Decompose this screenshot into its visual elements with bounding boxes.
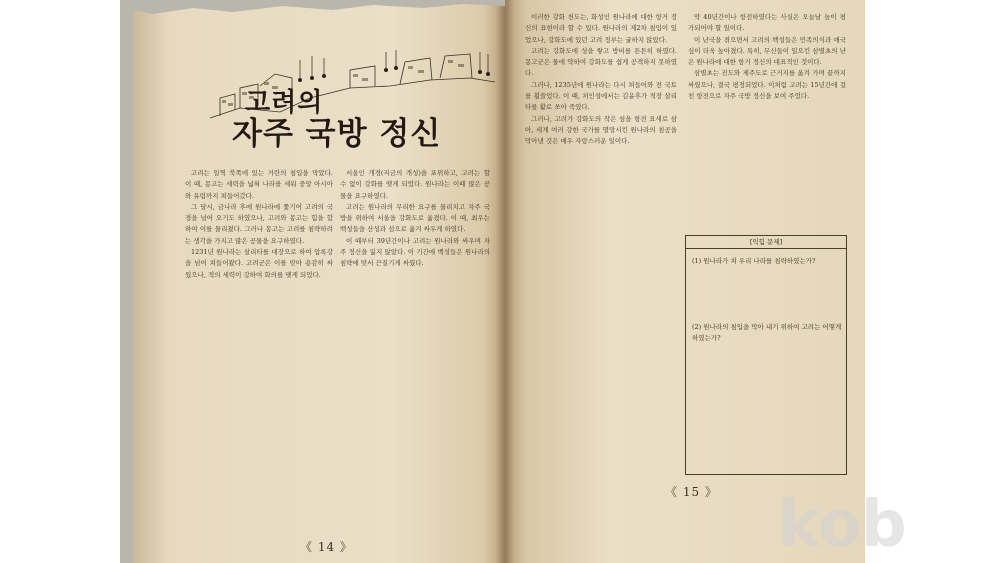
exercise-box <box>685 235 847 475</box>
watermark-logo: kob <box>778 488 906 562</box>
background-left <box>0 0 110 563</box>
right-page-number: 《 15 》 <box>665 485 718 499</box>
left-col2-paragraph: 서울인 개경(지금의 개성)을 포위하고, 고려는 할 수 없이 강화를 맺게 되었다. 원나라는 이때 많은 공물을 요구하였다. <box>340 169 490 200</box>
right-column-1 <box>525 12 677 482</box>
right-col1-paragraph: 고려는 강화도에 성을 쌓고 방비를 튼튼히 하였다. 몽고군은 물에 약하여 강화도를 쉽게 공격하지 못하였다. <box>525 46 677 78</box>
right-col2-paragraph: 약 40년간이나 항전하였다는 사실은 오늘날 높이 평가되어야 할 일이다. <box>688 13 846 33</box>
right-col1-paragraph: 그러나, 고려가 강화도의 작은 섬을 항전 요새로 삼아, 세계 여러 강한 국가를 멸망시킨 원나라의 침공을 막아낸 것은 매우 자랑스러운 일이다. <box>525 114 677 146</box>
left-col1-paragraph: 1231년 원나라는 살리타를 대장으로 하여 압록강을 넘어 쳐들어왔다. 고려군은 이를 맞아 용감히 싸웠으나, 적의 세력이 강하여 화의를 맺게 되었다. <box>185 248 333 279</box>
left-column-1 <box>185 168 333 493</box>
right-col1-paragraph: 이러한 강화 천도는, 화성인 원나라에 대한 항거 정신의 표현이라 할 수 있다. 원나라의 제2차 침입이 있었으나, 강화도에 있던 고려 정부는 굴하지 않았다. <box>525 13 677 44</box>
right-column-2 <box>688 12 846 224</box>
exercise-box-title: [익힘 문제] <box>686 236 846 249</box>
right-col1-paragraph: 그러나, 1235년에 원나라는 다시 쳐들어와 전 국토를 휩쓸었다. 이 때, 처인성에서는 김윤후가 적장 살리타를 활로 쏘아 죽였다. <box>525 80 677 112</box>
chapter-title-line2: 자주 국방 정신 <box>232 116 442 152</box>
left-col2-paragraph: 이 때부터 39년간이나 고려는 원나라와 싸우며 자주 정신을 잃지 않았다. 이 기간에 백성들은 원나라의 침략에 맞서 끈질기게 싸웠다. <box>340 236 490 268</box>
exercise-question-1: (1) 원나라가 쳐 우리 나라를 침략하였는가? <box>692 257 816 265</box>
chapter-title-line1: 고려의 <box>245 88 324 118</box>
exercise-question-2: (2) 원나라의 침입을 막아 내기 위하여 고려는 어떻게 하였는가? <box>692 323 842 342</box>
left-col1-paragraph: 고려는 일찍 북쪽에 있는 거란의 침입을 막았다. 이 때, 몽고는 세력을 넓혀 나라를 세워 중앙 아시아와 유럽까지 쳐들어갔다. <box>185 169 333 200</box>
left-col1-paragraph: 그 당시, 금나라 후에 원나라에 쫓기어 고려의 국경을 넘어 오기도 하였으나, 고려와 몽고는 힘을 합하여 이를 물리쳤다. 그러나 몽고는 고려를 침략하려는 생각을 가지고 많은 공물을 요구하였다. <box>185 202 333 245</box>
right-col2-paragraph: 삼별초는 진도와 제주도로 근거지를 옮겨 가며 끝까지 싸웠으나, 결국 평정되었다. 이처럼 고려는 15년간에 걸친 항전으로 자주 국방 정신을 보여 주었다. <box>688 69 846 101</box>
left-page-number: 《 14 》 <box>300 540 353 554</box>
left-column-2 <box>340 168 490 528</box>
right-col2-paragraph: 이 난국을 겪으면서 고려의 백성들은 민족의식과 애국심이 더욱 높아졌다. 특히, 무신들이 일으킨 삼별초의 난은 원나라에 대한 항거 정신의 대표적인 것이다. <box>688 35 846 67</box>
left-col2-paragraph: 고려는 원나라의 무리한 요구를 물리치고 자주 국방을 위하여 서울을 강화도로 옮겼다. 이 때, 최우는 백성들을 산성과 섬으로 옮겨 싸우게 하였다. <box>340 202 490 234</box>
background-right <box>860 0 1000 563</box>
